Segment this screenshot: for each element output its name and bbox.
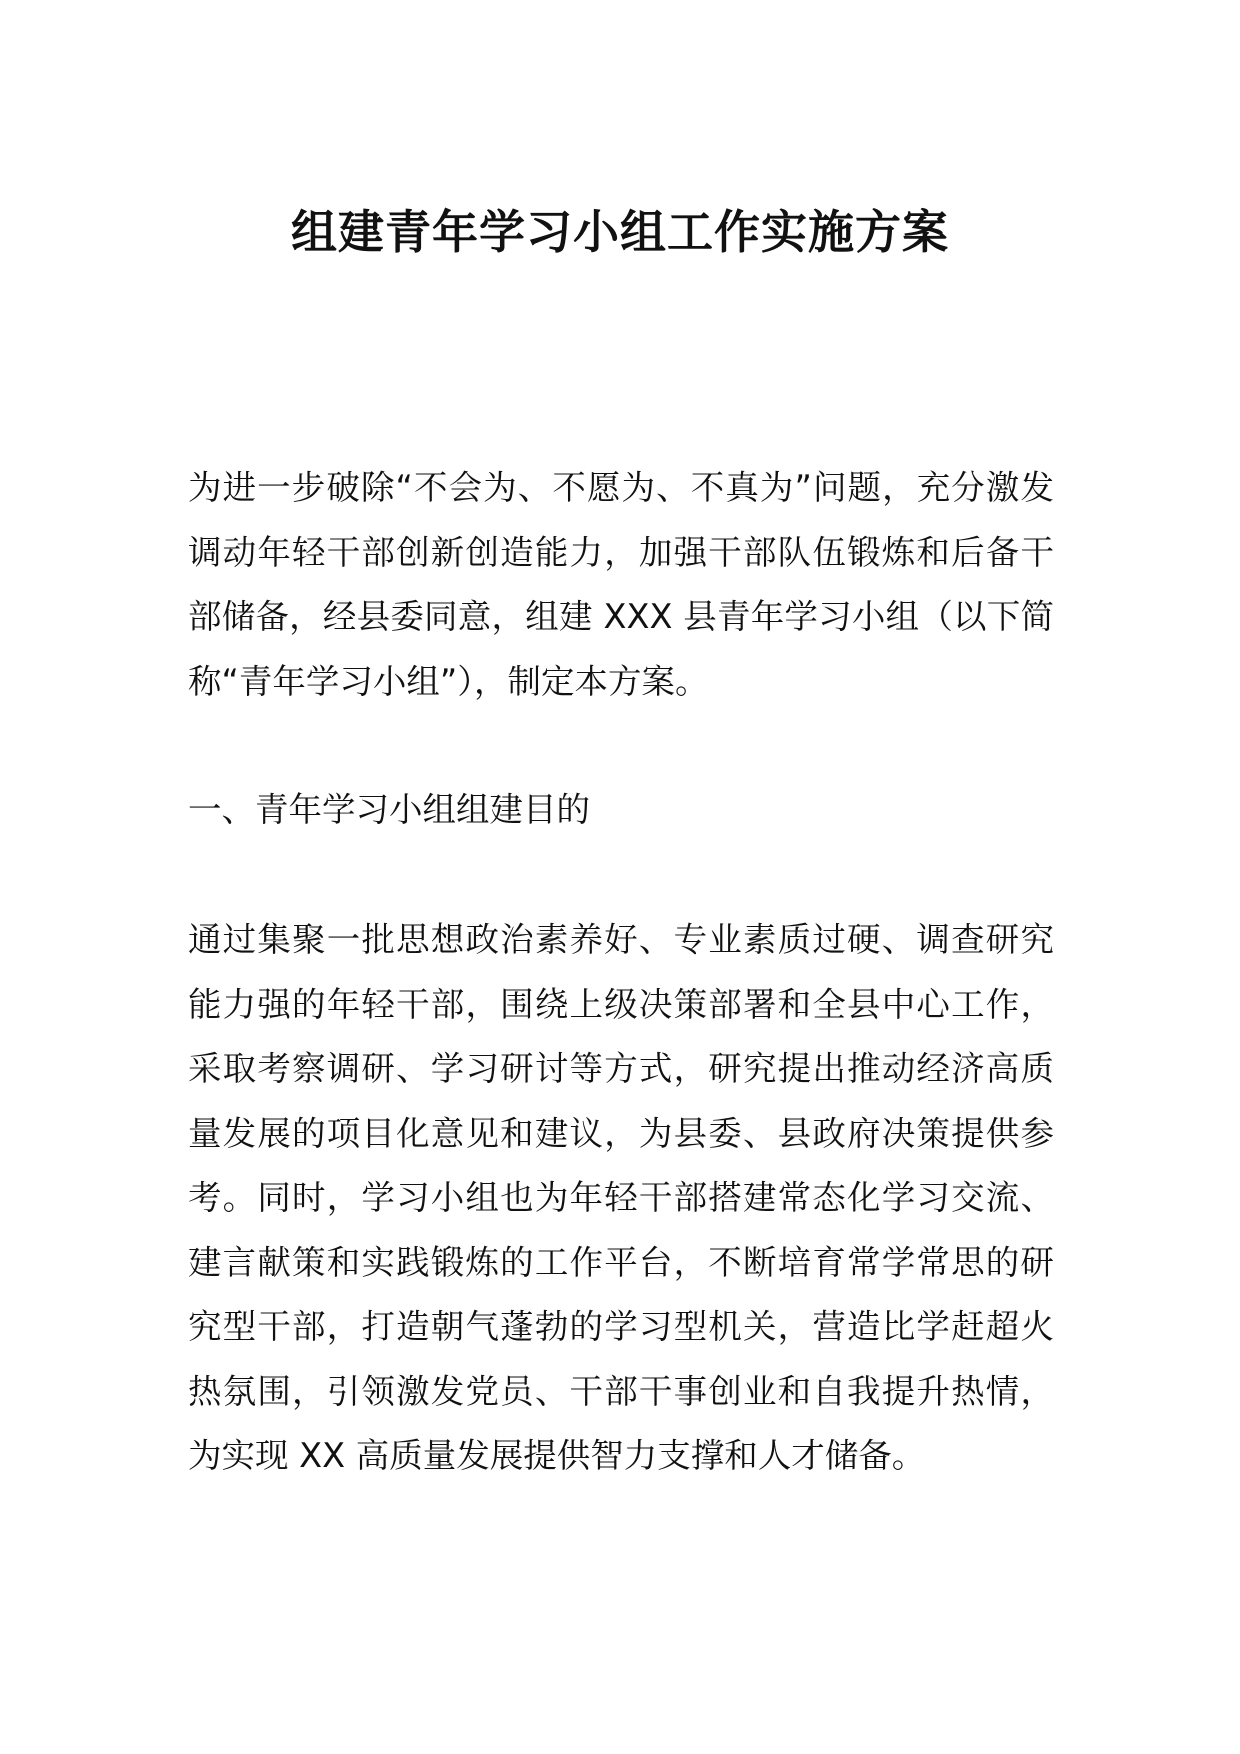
intro-paragraph: 为进一步破除“不会为、不愿为、不真为”问题，充分激发调动年轻干部创新创造能力，加强干部队伍锻炼和后备干部储备，经县委同意，组建 XXX 县青年学习小组（以下简称“青年学习小组”），制定本方案。 — [188, 468, 1054, 701]
document-title: 组建青年学习小组工作实施方案 — [291, 205, 949, 259]
section-heading: 一、青年学习小组组建目的 — [188, 790, 590, 829]
purpose-paragraph: 通过集聚一批思想政治素养好、专业素质过硬、调查研究能力强的年轻干部，围绕上级决策部署和全县中心工作，采取考察调研、学习研讨等方式，研究提出推动经济高质量发展的项目化意见和建议，为县委、县政府决策提供参考。同时，学习小组也为年轻干部搭建常态化学习交流、建言献策和实践锻炼的工作平台，不断培育常学常思的研究型干部，打造朝气蓬勃的学习型机关，营造比学赶超火热氛围，引领激发党员、干部干事创业和自我提升热情，为实现 XX 高质量发展提供智力支撑和人才储备。 — [188, 920, 1054, 1475]
